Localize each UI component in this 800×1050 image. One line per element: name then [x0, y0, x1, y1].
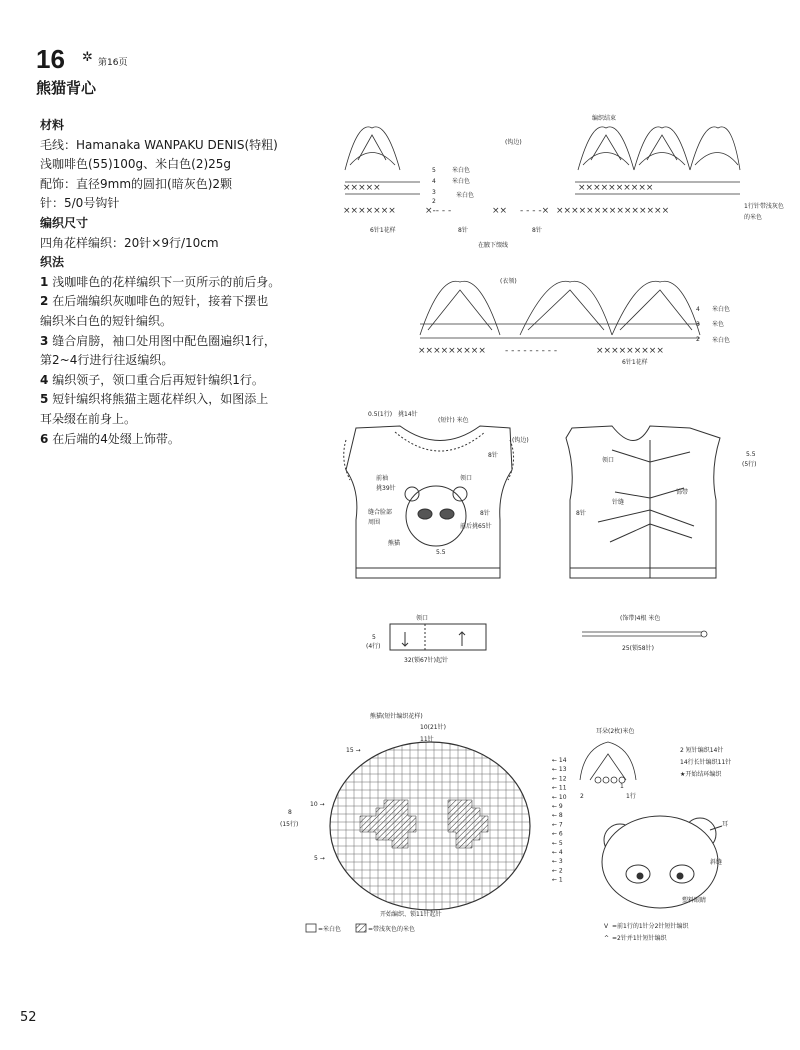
svg-text:×××××: ××××× [343, 183, 381, 193]
fan-motif [690, 127, 740, 170]
step-number: 1 [40, 274, 49, 289]
legend-white: =米白色 [318, 926, 342, 933]
row-label: 5 → [314, 855, 325, 862]
step-number: 6 [40, 431, 49, 446]
ear-row: 1行 [626, 793, 636, 800]
chart-label: (钩边) [505, 139, 522, 146]
needle-line: 针：5/0号钩针 [40, 196, 120, 211]
repeat-label: 6针1花样 [370, 227, 396, 234]
row-label: ← 14 [552, 757, 567, 764]
stitch-row-x [418, 346, 664, 356]
step-text: 浅咖啡色的花样编织下一页所示的前后身。 [52, 274, 281, 289]
colors-line: 浅咖啡色(55)100g、米白色(2)25g [40, 157, 232, 172]
row1-note: 的米色 [744, 214, 763, 221]
vest-label: 领口 [602, 457, 615, 464]
row-number: 4 [432, 178, 436, 185]
face-label: 塑料眼睛 [682, 897, 707, 904]
tie-length: 25(锁58针) [622, 645, 654, 652]
row-label: 15 → [346, 747, 361, 754]
ear-num: 1 [620, 783, 624, 790]
row-number: 4 [696, 306, 700, 313]
panda-height-rows: (15行) [280, 821, 299, 828]
back-vest [566, 426, 720, 578]
row-label: ← 8 [552, 812, 563, 820]
yarn-line: 毛线：Hamanaka WANPAKU DENIS(特粗) [40, 137, 278, 152]
vest-label: 领口 [460, 475, 473, 482]
svg-text:××: ×× [492, 206, 508, 216]
page-number: 52 [20, 1010, 37, 1025]
vest-label: 挑14针 [398, 411, 418, 418]
color-label: 米白色 [456, 192, 475, 199]
step-number: 3 [40, 333, 49, 348]
row-label: ← 10 [552, 793, 567, 801]
panda-face [602, 816, 722, 908]
row-number: 2 [696, 336, 700, 343]
ear-num: 2 [580, 793, 584, 800]
vest-label: 5.5 [436, 549, 446, 556]
step-text-cont: 第2~4行进行往返编织。 [40, 353, 174, 368]
symbol-note: =前1行的1针分2针短针编织 [612, 923, 689, 930]
color-label: 米色 [712, 321, 725, 328]
fan-motif [345, 127, 400, 170]
legend-gray: =带浅灰色的米色 [368, 926, 416, 933]
vest-label: (5行) [742, 461, 757, 468]
step-text: 缝合肩膀，袖口处用图中配色圈遍织1行， [52, 333, 276, 348]
symbol-v: V [604, 923, 609, 930]
svg-text:- - - -×: - - - -× [520, 206, 550, 216]
ear-chart [580, 742, 636, 783]
vest-label: (钩边) [512, 437, 529, 444]
vest-label: 0.5(1行) [368, 411, 393, 418]
pattern-title: 熊猫背心 [36, 79, 97, 97]
svg-text:××××××××××: ×××××××××× [578, 183, 654, 193]
finish-label: 编织结束 [592, 115, 617, 122]
page-reference: 第16页 [98, 58, 128, 68]
fan-motif [612, 281, 700, 335]
gauge-line: 四角花样编织：20针×9行/10cm [40, 235, 219, 250]
row-label: ← 12 [552, 775, 567, 783]
row-label: ← 9 [552, 803, 563, 810]
row-label: ← 3 [552, 858, 563, 866]
svg-text:×××××××××: ××××××××× [596, 346, 664, 356]
vest-label: (短针) 米色 [438, 417, 469, 424]
materials-heading: 材料 [40, 118, 65, 132]
step-text: 短针编织将熊猫主题花样织入，如图添上 [52, 392, 269, 407]
front-vest [344, 426, 514, 578]
size-heading: 编织尺寸 [40, 215, 89, 230]
collar-height: 5 [372, 634, 376, 641]
eye-patch [360, 800, 416, 848]
vest-label: 缝合脸部 [368, 509, 393, 516]
legend-white-swatch [306, 924, 316, 932]
ear-note: 2 短针编织14针 [680, 747, 724, 754]
row-label: 10 → [310, 801, 325, 808]
star-icon: ✲ [82, 50, 93, 65]
symbol-a: ^ [604, 935, 610, 942]
panda-mid-stitch: 11针 [420, 736, 434, 743]
row-label: ← 13 [552, 766, 567, 774]
step-text: 在后端的4处缀上饰带。 [52, 431, 180, 446]
fan-motif [578, 127, 634, 170]
vest-label: 饰带 [676, 489, 689, 496]
row-number: 3 [696, 321, 700, 328]
ear-note: 14行长针编织11针 [680, 759, 732, 766]
stitch-count: 8针 [532, 227, 542, 234]
chart-label: (衣领) [500, 278, 517, 285]
accessories-line: 配饰：直径9mm的圆扣(暗灰色)2颗 [40, 176, 233, 191]
legend-gray-swatch [356, 924, 366, 932]
color-label: 米白色 [712, 337, 731, 344]
color-label: 米白色 [452, 167, 471, 174]
fan-motif [520, 281, 612, 335]
repeat-label: 6针1花样 [622, 359, 648, 366]
stitch-row-x [343, 183, 669, 216]
collar-rows: (4行) [366, 643, 381, 650]
row-label: ← 6 [552, 830, 563, 838]
row-label: ← 2 [552, 867, 563, 875]
vest-label: 8针 [480, 510, 490, 517]
tie [582, 631, 707, 637]
step-text-cont: 编织米白色的短针编织。 [40, 313, 173, 328]
panda-start: 开始编织、锁11针起针 [380, 911, 442, 918]
symbol-note: =2针并1针短针编织 [612, 935, 667, 942]
step-text: 在后端编织灰咖啡色的短针，接着下摆也 [52, 294, 269, 309]
step-number: 5 [40, 392, 49, 407]
ear-note: ★开始结环编织 [680, 771, 722, 778]
color-label: 米白色 [712, 306, 731, 313]
vest-label: 前袖 [376, 475, 389, 482]
svg-text:×××××××××: ××××××××× [418, 346, 486, 356]
panda-height: 8 [288, 809, 292, 816]
vest-label: 挑39针 [376, 485, 396, 492]
tie-label: (饰带)4根 米色 [620, 615, 661, 622]
color-label: 米白色 [452, 178, 471, 185]
collar-piece [390, 624, 486, 650]
svg-text:- - - - - - - - -: - - - - - - - - - [505, 346, 558, 356]
step-text: 编织领子，领口重合后再短针编织1行。 [52, 372, 264, 387]
ear-title: 耳朵(2枚)米色 [596, 728, 635, 735]
panda-grid [330, 742, 530, 910]
panda-top-stitch: 10(21针) [420, 724, 446, 731]
row-label: ← 11 [552, 784, 567, 792]
collar-label: 领口 [416, 615, 429, 622]
row-label: ← 4 [552, 849, 563, 856]
method-heading: 织法 [40, 255, 65, 270]
vest-label: 8针 [488, 452, 498, 459]
svg-text:×××××××××××××××: ××××××××××××××× [556, 206, 670, 216]
row-number: 5 [432, 167, 436, 174]
row-label: ← 1 [552, 876, 563, 884]
step-number: 4 [40, 372, 49, 387]
row-number: 3 [432, 189, 436, 196]
vest-label: 针缝 [612, 499, 625, 506]
underarm-label: 在腋下缀线 [478, 242, 509, 249]
svg-text:×-- - -: ×-- - - [425, 206, 452, 216]
vest-label: 5.5 [746, 451, 756, 458]
step-number: 2 [40, 294, 49, 309]
pattern-number: 16 [36, 44, 65, 74]
step-text-cont: 耳朵缀在前身上。 [40, 411, 137, 426]
row-label: ← 5 [552, 839, 563, 847]
face-label: 耳 [722, 821, 729, 828]
row-label: ← 7 [552, 821, 563, 829]
vest-label: 8针 [576, 510, 586, 517]
fan-motif [420, 281, 500, 335]
face-label: 斜缝 [710, 859, 723, 866]
vest-label: 前后挑65针 [460, 523, 492, 530]
stitch-count: 8针 [458, 227, 468, 234]
row1-note: 1行针带浅灰色 [744, 203, 784, 210]
vest-label: 熊猫 [388, 540, 401, 547]
edge-chart [345, 127, 740, 194]
fan-motif [634, 127, 690, 170]
collar-chart [420, 281, 700, 338]
panda-chart-title: 熊猫(短针编织花样) [370, 713, 423, 720]
row-number: 2 [432, 198, 436, 205]
collar-width: 32(锁67针)起针 [404, 657, 448, 664]
svg-text:×××××××: ××××××× [343, 206, 396, 216]
vest-label: 周围 [368, 519, 381, 526]
